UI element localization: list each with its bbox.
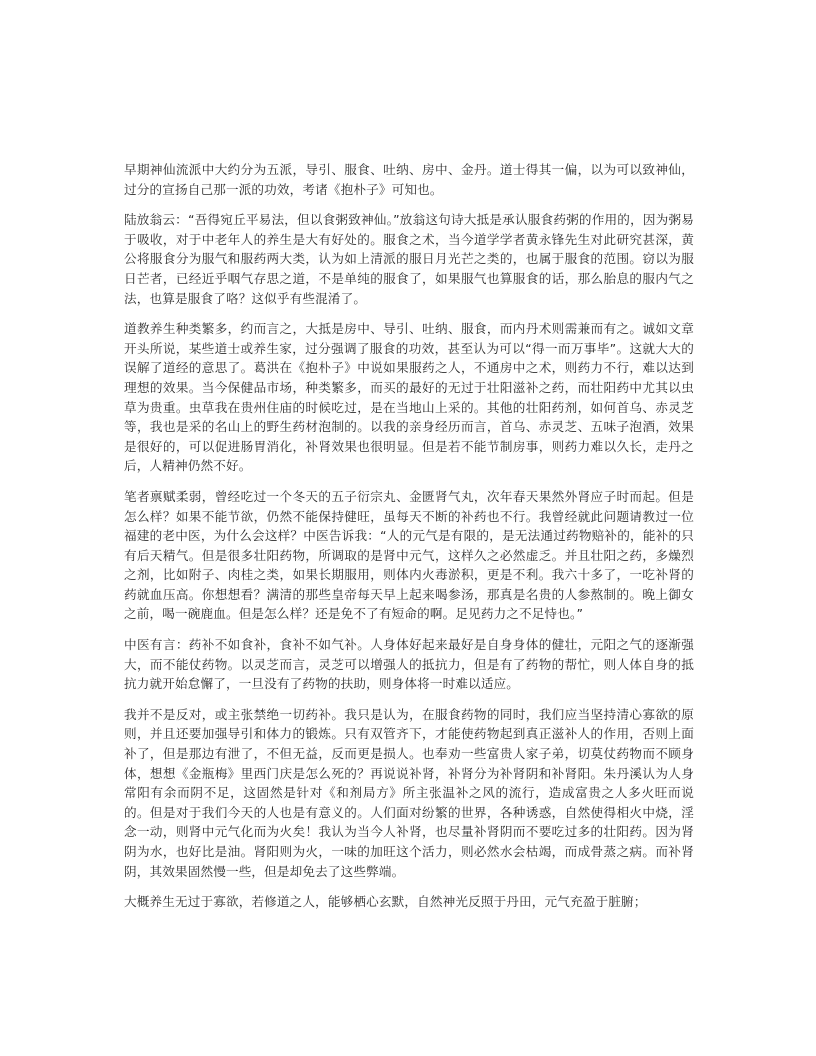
paragraph-6: 我并不是反对，或主张禁绝一切药补。我只是认为，在服食药物的同时，我们应当坚持清心寡欲的原则，并且还要加强导引和体力的锻炼。只有双管齐下，才能使药物起到真正滋补人的作用，否则上面补了，但是那边有泄了，不但无益，反而更是损人。也奉劝一些富贵人家子弟，切莫仗药物而不顾身体，想想《金瓶梅》里西门庆是怎么死的？再说说补肾，补肾分为补肾阴和补肾阳。朱丹溪认为人身常阳有余而阴不足，这固然是针对《和剂局方》所主张温补之风的流行，造成富贵之人多火旺而说的。但是对于我们今天的人也是有意义的。人们面对纷繁的世界，各种诱惑，自然使得相火中烧，淫念一动，则肾中元气化而为火矣！我认为当今人补肾，也尽量补肾阴而不要吃过多的壮阳药。因为肾阴为水，也好比是油。肾阳则为火，一味的加旺这个活力，则必然水会枯竭，而成骨蒸之病。而补肾阴，其效果固然慢一些，但是却免去了这些弊端。: [124, 706, 694, 879]
paragraph-1: 早期神仙流派中大约分为五派，导引、服食、吐纳、房中、金丹。道士得其一偏，以为可以致神仙，过分的宣扬自己那一派的功效，考诸《抱朴子》可知也。: [124, 162, 694, 197]
paragraph-5: 中医有言：药补不如食补，食补不如气补。人身体好起来最好是自身身体的健壮，元阳之气的逐渐强大，而不能仗药物。以灵芝而言，灵芝可以增强人的抵抗力，但是有了药物的帮忙，则人体自身的抵抗力就开始怠懈了，一旦没有了药物的扶助，则身体将一时难以适应。: [124, 637, 694, 692]
paragraph-7: 大概养生无过于寡欲，若修道之人，能够栖心玄默，自然神光反照于丹田，元气充盈于脏腑；: [124, 894, 647, 910]
document-text-body: [124, 160, 694, 912]
paragraph-3: 道教养生种类繁多，约而言之，大抵是房中、导引、吐纳、服食，而内丹术则需兼而有之。诚如文章开头所说，某些道士或养生家，过分强调了服食的功效，甚至认为可以“得一而万事毕”。这就大大的误解了道经的意思了。葛洪在《抱朴子》中说如果服药之人，不通房中之术，则药力不行，难以达到理想的效果。当今保健品市场，种类繁多，而买的最好的无过于壮阳滋补之药，而壮阳药中尤其以虫草为贵重。虫草我在贵州住庙的时候吃过，是在当地山上采的。其他的壮阳药剂，如何首乌、赤灵芝等，我也是采的名山上的野生药材泡制的。以我的亲身经历而言，首乌、赤灵芝、五味子泡酒，效果是很好的，可以促进肠胃消化，补肾效果也很明显。但是若不能节制房事，则药力难以久长，走丹之后，人精神仍然不好。: [124, 321, 694, 474]
paragraph-4: 笔者禀赋柔弱，曾经吃过一个冬天的五子衍宗丸、金匮肾气丸，次年春天果然外肾应子时而起。但是怎么样？如果不能节欲，仍然不能保持健旺，虽每天不断的补药也不行。我曾经就此问题请教过一位福建的老中医，为什么会这样？中医告诉我：“人的元气是有限的，是无法通过药物赔补的，能补的只有后天精气。但是很多壮阳药物，所调取的是肾中元气，这样久之必然虚乏。并且壮阳之药，多燥烈之剂，比如附子、肉桂之类，如果长期服用，则体内火毒淤积，更是不利。我六十多了，一吃补肾的药就血压高。你想想看？满清的那些皇帝每天早上起来喝参汤，那真是名贵的人参熬制的。晚上御女之前，喝一碗鹿血。但是怎么样？还是免不了有短命的啊。足见药力之不足恃也。”: [124, 488, 694, 622]
paragraph-2: 陆放翁云：“吾得宛丘平易法，但以食粥致神仙。”放翁这句诗大抵是承认服食药粥的作用的，因为粥易于吸收，对于中老年人的养生是大有好处的。服食之术，当今道学学者黄永锋先生对此研究甚深，黄公将服食分为服气和服药两大类，认为如上清派的服日月光芒之类的，也属于服食的范围。窃以为服日芒者，已经近乎咽气存思之道，不是单纯的服食了，如果服气也算服食的话，那么胎息的服内气之法，也算是服食了咯？这似乎有些混淆了。: [124, 212, 694, 306]
